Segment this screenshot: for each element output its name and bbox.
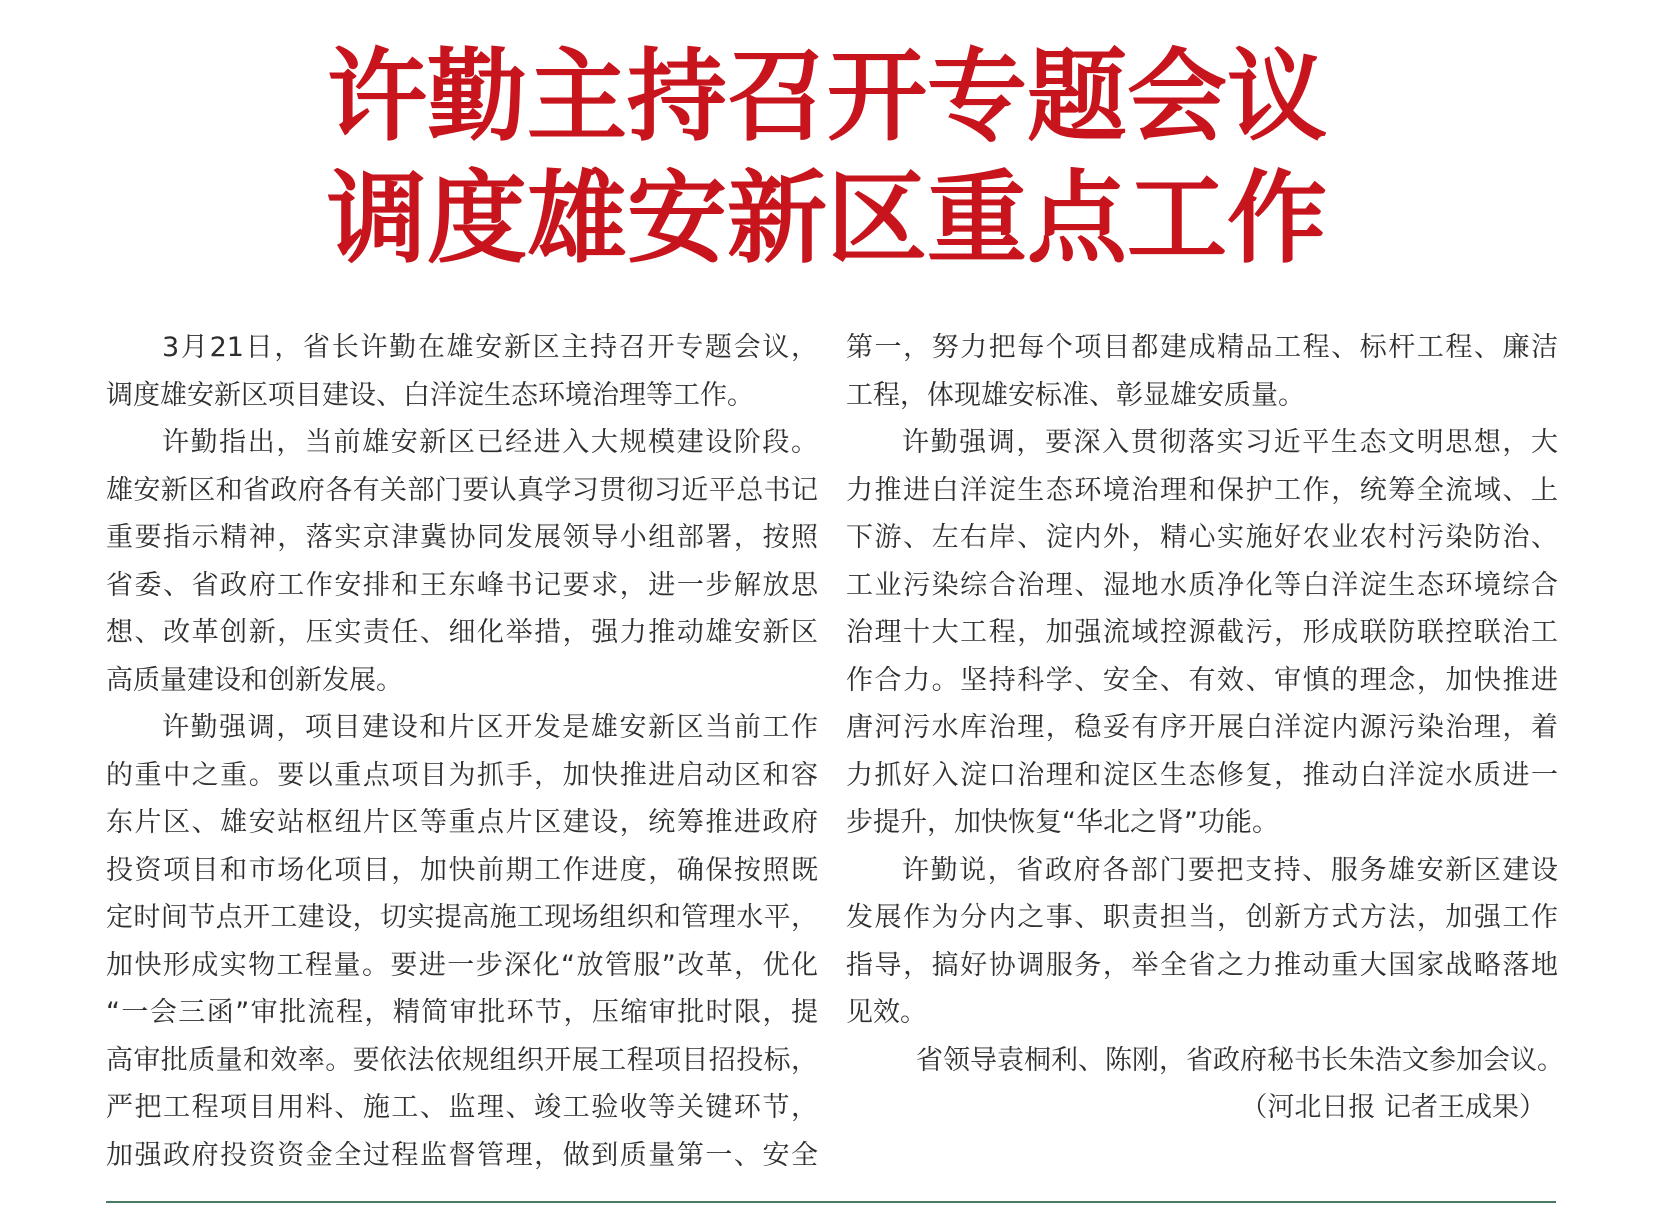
- body-line: 高质量建设和创新发展。: [106, 664, 403, 696]
- body-line: 许勤指出，当前雄安新区已经进入大规模建设阶段。: [162, 427, 818, 458]
- body-line: 第一，努力把每个项目都建成精品工程、标杆工程、廉洁: [846, 332, 1558, 363]
- body-line: 许勤说，省政府各部门要把支持、服务雄安新区建设: [902, 854, 1558, 886]
- body-line: 省委、省政府工作安排和王东峰书记要求，进一步解放思: [106, 569, 818, 601]
- body-line: 东片区、雄安站枢纽片区等重点片区建设，统筹推进政府: [106, 807, 818, 838]
- body-line: “一会三函”审批流程，精简审批环节，压缩审批时限，提: [106, 997, 818, 1028]
- body-line: 重要指示精神，落实京津冀协同发展领导小组部署，按照: [106, 522, 818, 553]
- body-line: 工程，体现雄安标准、彰显雄安质量。: [846, 379, 1305, 411]
- body-line: 许勤强调，项目建设和片区开发是雄安新区当前工作: [162, 712, 818, 743]
- body-line: 作合力。坚持科学、安全、有效、审慎的理念，加快推进: [846, 664, 1558, 696]
- body-line: 力推进白洋淀生态环境治理和保护工作，统筹全流域、上: [846, 474, 1558, 506]
- body-line: 发展作为分内之事、职责担当，创新方式方法，加强工作: [846, 902, 1558, 933]
- body-line: 严把工程项目用料、施工、监理、竣工验收等关键环节，: [106, 1092, 818, 1123]
- article-headline: [0, 36, 1654, 280]
- body-line: 见效。: [846, 997, 927, 1028]
- body-line: 定时间节点开工建设，切实提高施工现场组织和管理水平，: [106, 902, 818, 933]
- body-line: 的重中之重。要以重点项目为抓手，加快推进启动区和容: [106, 759, 818, 791]
- body-line: 许勤强调，要深入贯彻落实习近平生态文明思想，大: [902, 427, 1558, 458]
- body-line: 加强政府投资资金全过程监督管理，做到质量第一、安全: [106, 1139, 818, 1171]
- attendees-line: 省领导袁桐利、陈刚，省政府秘书长朱浩文参加会议。: [916, 1044, 1564, 1076]
- body-line: 雄安新区和省政府各有关部门要认真学习贯彻习近平总书记: [106, 474, 818, 506]
- body-line: 想、改革创新，压实责任、细化举措，强力推动雄安新区: [106, 617, 818, 648]
- left-column: [106, 324, 818, 1179]
- body-line: 步提升，加快恢复“华北之肾”功能。: [846, 807, 1279, 838]
- body-line: 下游、左右岸、淀内外，精心实施好农业农村污染防治、: [846, 522, 1558, 553]
- body-line: 3月21日，省长许勤在雄安新区主持召开专题会议，: [162, 332, 818, 363]
- body-line: 工业污染综合治理、湿地水质净化等白洋淀生态环境综合: [846, 569, 1558, 601]
- body-line: 指导，搞好协调服务，举全省之力推动重大国家战略落地: [846, 949, 1558, 981]
- right-column: [846, 324, 1564, 1132]
- headline-line-2: 调度雄安新区重点工作: [327, 160, 1327, 277]
- body-line: 唐河污水库治理，稳妥有序开展白洋淀内源污染治理，着: [846, 712, 1558, 743]
- body-line: 投资项目和市场化项目，加快前期工作进度，确保按照既: [106, 854, 818, 886]
- article-body: [106, 324, 1564, 1184]
- byline: （河北日报 记者王成果）: [1240, 1092, 1546, 1123]
- body-line: 加快形成实物工程量。要进一步深化“放管服”改革，优化: [106, 949, 818, 981]
- bottom-divider: [106, 1201, 1556, 1203]
- body-line: 治理十大工程，加强流域控源截污，形成联防联控联治工: [846, 617, 1558, 648]
- body-line: 力抓好入淀口治理和淀区生态修复，推动白洋淀水质进一: [846, 759, 1558, 791]
- headline-line-1: 许勤主持召开专题会议: [327, 38, 1327, 155]
- body-line: 高审批质量和效率。要依法依规组织开展工程项目招投标，: [106, 1044, 818, 1076]
- body-line: 调度雄安新区项目建设、白洋淀生态环境治理等工作。: [106, 379, 754, 411]
